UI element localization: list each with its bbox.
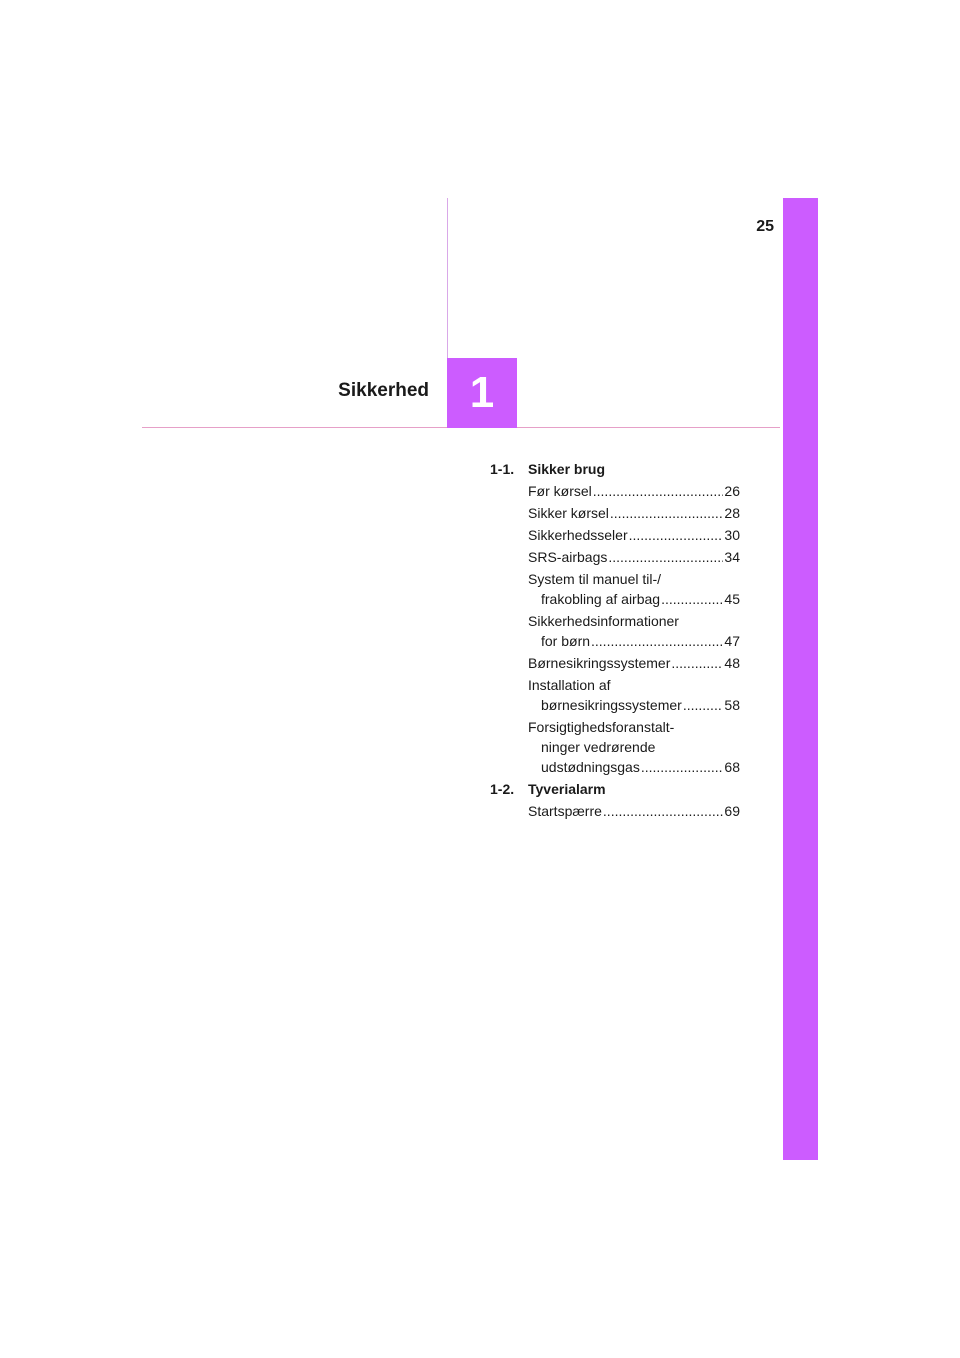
toc-entry-line — [528, 611, 740, 631]
toc-entry-line — [528, 757, 740, 777]
toc-entry-text: Sikkerhedsinformationer — [528, 613, 679, 629]
toc-entry[interactable] — [528, 503, 740, 523]
dot-leader — [593, 481, 724, 501]
toc-entry-text: Børnesikringssystemer — [528, 655, 671, 671]
toc-entry-line — [528, 525, 740, 545]
toc-entry-text: Forsigtighedsforanstalt- — [528, 719, 675, 735]
toc-entry-text: Før kørsel — [528, 483, 592, 499]
toc-entry-page: 30 — [724, 527, 740, 543]
toc-entry-text: for børn — [541, 633, 591, 649]
toc-section-heading — [490, 459, 740, 479]
section-number: 1-2. — [490, 781, 515, 797]
dot-leader — [629, 525, 724, 545]
section-number: 1-1. — [490, 461, 515, 477]
toc-entry-text: System til manuel til-/ — [528, 571, 662, 587]
toc-entry-page: 69 — [724, 803, 740, 819]
page-number: 25 — [756, 218, 774, 235]
toc-entry-page: 26 — [724, 483, 740, 499]
toc-entry-line — [528, 717, 740, 737]
toc-entry-text: Startspærre — [528, 803, 602, 819]
toc-entry-page: 47 — [724, 633, 740, 649]
toc-entry-line — [528, 569, 740, 589]
dot-leader — [603, 801, 724, 821]
toc-entry-line — [528, 547, 740, 567]
dot-leader — [661, 589, 723, 609]
toc-entry-page: 68 — [724, 759, 740, 775]
section-title: Tyverialarm — [528, 781, 606, 797]
toc-entry-page: 58 — [724, 697, 740, 713]
dot-leader — [671, 653, 723, 673]
toc-entry-line — [528, 503, 740, 523]
toc-entry-line — [528, 589, 740, 609]
toc-entry-text: udstødningsgas — [541, 759, 640, 775]
toc-entry[interactable] — [528, 525, 740, 545]
toc-entry[interactable] — [528, 569, 740, 609]
toc-entry-page: 34 — [724, 549, 740, 565]
toc-entry-text: Sikkerhedsseler — [528, 527, 628, 543]
toc-entry-line — [528, 801, 740, 821]
dot-leader — [641, 757, 724, 777]
chapter-side-tab — [783, 198, 818, 1160]
toc-entry-text: ninger vedrørende — [541, 739, 656, 755]
toc-entry[interactable] — [528, 611, 740, 651]
dot-leader — [608, 547, 723, 567]
toc-entry[interactable] — [528, 675, 740, 715]
toc-entry-line — [528, 481, 740, 501]
toc-entry-text: SRS-airbags — [528, 549, 608, 565]
toc-entry[interactable] — [528, 653, 740, 673]
vertical-rule — [447, 198, 448, 358]
toc-entry-line — [528, 737, 740, 757]
section-title: Sikker brug — [528, 461, 606, 477]
toc-entry-line — [528, 653, 740, 673]
toc-entry-page: 48 — [724, 655, 740, 671]
toc-entry[interactable] — [528, 481, 740, 501]
dot-leader — [683, 695, 724, 715]
table-of-contents — [490, 459, 740, 823]
dot-leader — [610, 503, 724, 523]
toc-entry-text: frakobling af airbag — [541, 591, 661, 607]
toc-entry-text: børnesikringssystemer — [541, 697, 682, 713]
chapter-title: Sikkerhed — [338, 380, 429, 401]
dot-leader — [591, 631, 723, 651]
toc-entry-page: 28 — [724, 505, 740, 521]
toc-entry-line — [528, 695, 740, 715]
toc-entry-text: Installation af — [528, 677, 611, 693]
toc-entry-text: Sikker kørsel — [528, 505, 609, 521]
toc-entry-line — [528, 675, 740, 695]
toc-entry[interactable] — [528, 717, 740, 777]
toc-entry[interactable] — [528, 801, 740, 821]
toc-item-list — [490, 481, 740, 777]
chapter-number-box: 1 — [447, 358, 517, 428]
toc-section-heading — [490, 779, 740, 799]
toc-item-list — [490, 801, 740, 821]
toc-entry-line — [528, 631, 740, 651]
toc-entry[interactable] — [528, 547, 740, 567]
toc-entry-page: 45 — [724, 591, 740, 607]
